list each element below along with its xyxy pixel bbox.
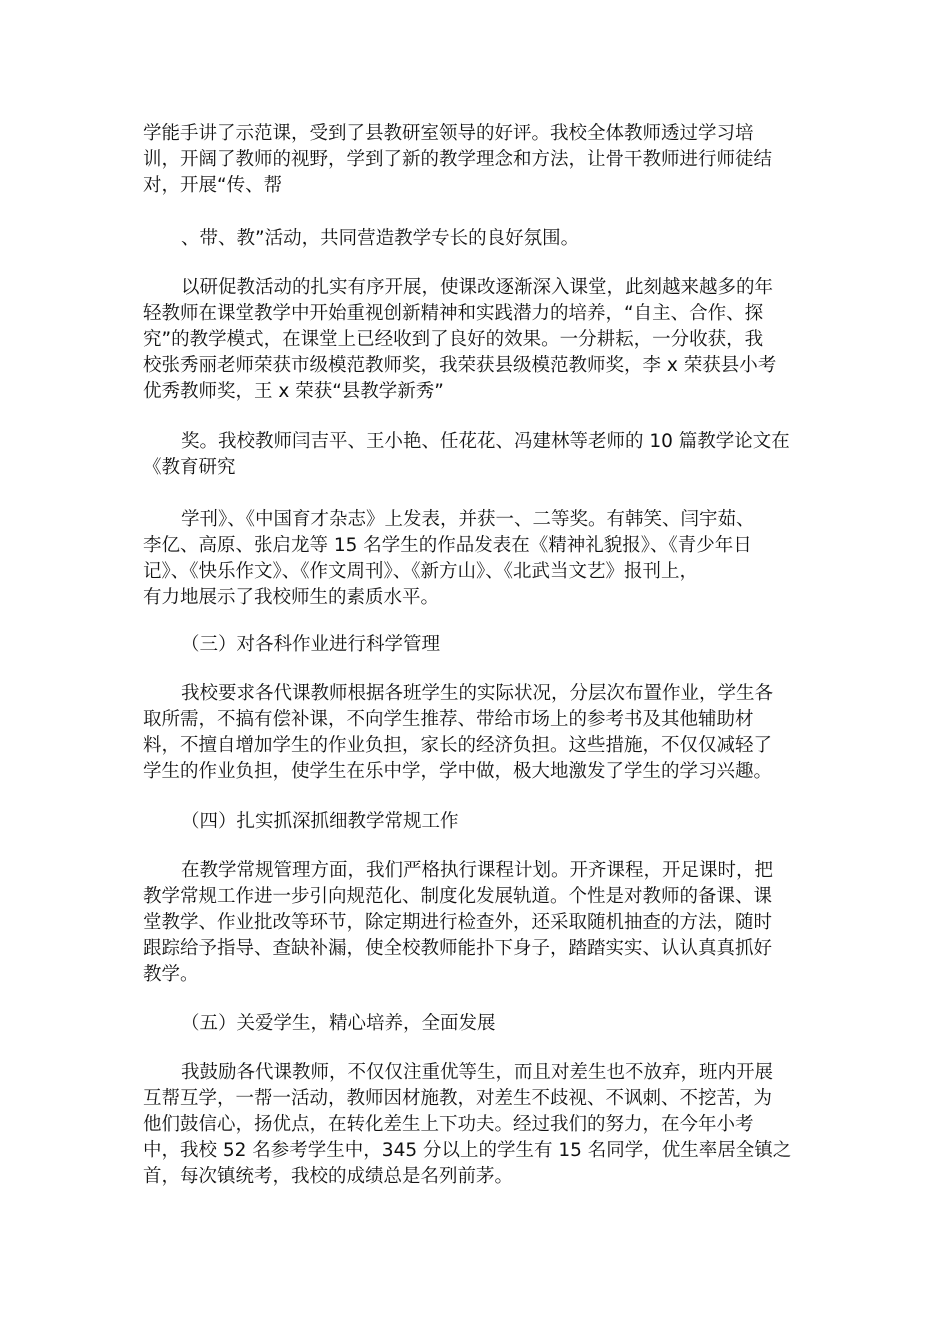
heading-text: （三）对各科作业进行科学管理 [181,634,441,655]
text-line: 互帮互学，一帮一活动，教师因材施教，对差生不歧视、不讽刺、不挖苦，为 [143,1088,773,1109]
paragraph-6 [143,681,813,785]
paragraph-2 [143,226,813,252]
section-heading-5 [143,1011,813,1037]
text-line: 教学。 [143,964,199,985]
text-line: 首，每次镇统考，我校的成绩总是名列前茅。 [143,1166,514,1187]
text-line: 取所需，不搞有偿补课，不向学生推荐、带给市场上的参考书及其他辅助材 [143,709,754,730]
text-line: 料，不擅自增加学生的作业负担，家长的经济负担。这些措施，不仅仅减轻了 [143,735,773,756]
paragraph-5 [143,507,813,611]
text-line: 学能手讲了示范课，受到了县教研室领导的好评。我校全体教师透过学习培 [143,123,754,144]
section-heading-3 [143,632,813,658]
text-line: 学刊》、《中国育才杂志》上发表，并获一、二等奖。有韩笑、闫宇茹、 [181,509,755,530]
paragraph-8 [143,1060,813,1190]
text-line: 有力地展示了我校师生的素质水平。 [143,587,440,608]
paragraph-4 [143,429,813,481]
text-line: 我校要求各代课教师根据各班学生的实际状况，分层次布置作业，学生各 [181,683,774,704]
text-line: 在教学常规管理方面，我们严格执行课程计划。开齐课程，开足课时，把 [181,860,774,881]
text-line: 学生的作业负担，使学生在乐中学，学中做，极大地激发了学生的学习兴趣。 [143,761,773,782]
paragraph-3 [143,275,813,405]
text-line: 堂教学、作业批改等环节，除定期进行检查外，还采取随机抽查的方法，随时 [143,912,773,933]
text-line: 《教育研究 [143,457,236,478]
heading-text: （四）扎实抓深抓细教学常规工作 [181,811,459,832]
text-line: 优秀教师奖，王 x 荣获“县教学新秀” [143,381,444,402]
text-line: 以研促教活动的扎实有序开展，使课改逐渐深入课堂，此刻越来越多的年 [181,277,774,298]
text-line: 训，开阔了教师的视野，学到了新的教学理念和方法，让骨干教师进行师徒结 [143,149,773,170]
text-line: 记》、《快乐作文》、《作文周刊》、《新方山》、《北武当文艺》报刊上， [143,561,699,582]
text-line: 他们鼓信心，扬优点，在转化差生上下功夫。经过我们的努力，在今年小考 [143,1114,754,1135]
text-line: 我鼓励各代课教师，不仅仅注重优等生，而且对差生也不放弃，班内开展 [181,1062,774,1083]
text-line: 究”的教学模式，在课堂上已经收到了良好的效果。一分耕耘，一分收获，我 [143,329,764,350]
text-line: 奖。我校教师闫吉平、王小艳、任花花、冯建林等老师的 10 篇教学论文在 [181,431,790,452]
text-line: 教学常规工作进一步引向规范化、制度化发展轨道。个性是对教师的备课、课 [143,886,773,907]
text-line: 对，开展“传、帮 [143,175,283,196]
text-line: 中，我校 52 名参考学生中，345 分以上的学生有 15 名同学，优生率居全镇之 [143,1140,792,1161]
section-heading-4 [143,809,813,835]
paragraph-1 [143,121,813,199]
heading-text: （五）关爱学生，精心培养，全面发展 [181,1013,496,1034]
text-line: 李亿、高原、张启龙等 15 名学生的作品发表在《精神礼貌报》、《青少年日 [143,535,752,556]
text-line: 校张秀丽老师荣获市级模范教师奖，我荣获县级模范教师奖，李 x 荣获县小考 [143,355,777,376]
text-line: 跟踪给予指导、查缺补漏，使全校教师能扑下身子，踏踏实实、认认真真抓好 [143,938,773,959]
paragraph-7 [143,858,813,988]
text-line: 、带、教”活动，共同营造教学专长的良好氛围。 [181,228,580,249]
text-line: 轻教师在课堂教学中开始重视创新精神和实践潜力的培养，“自主、合作、探 [143,303,764,324]
